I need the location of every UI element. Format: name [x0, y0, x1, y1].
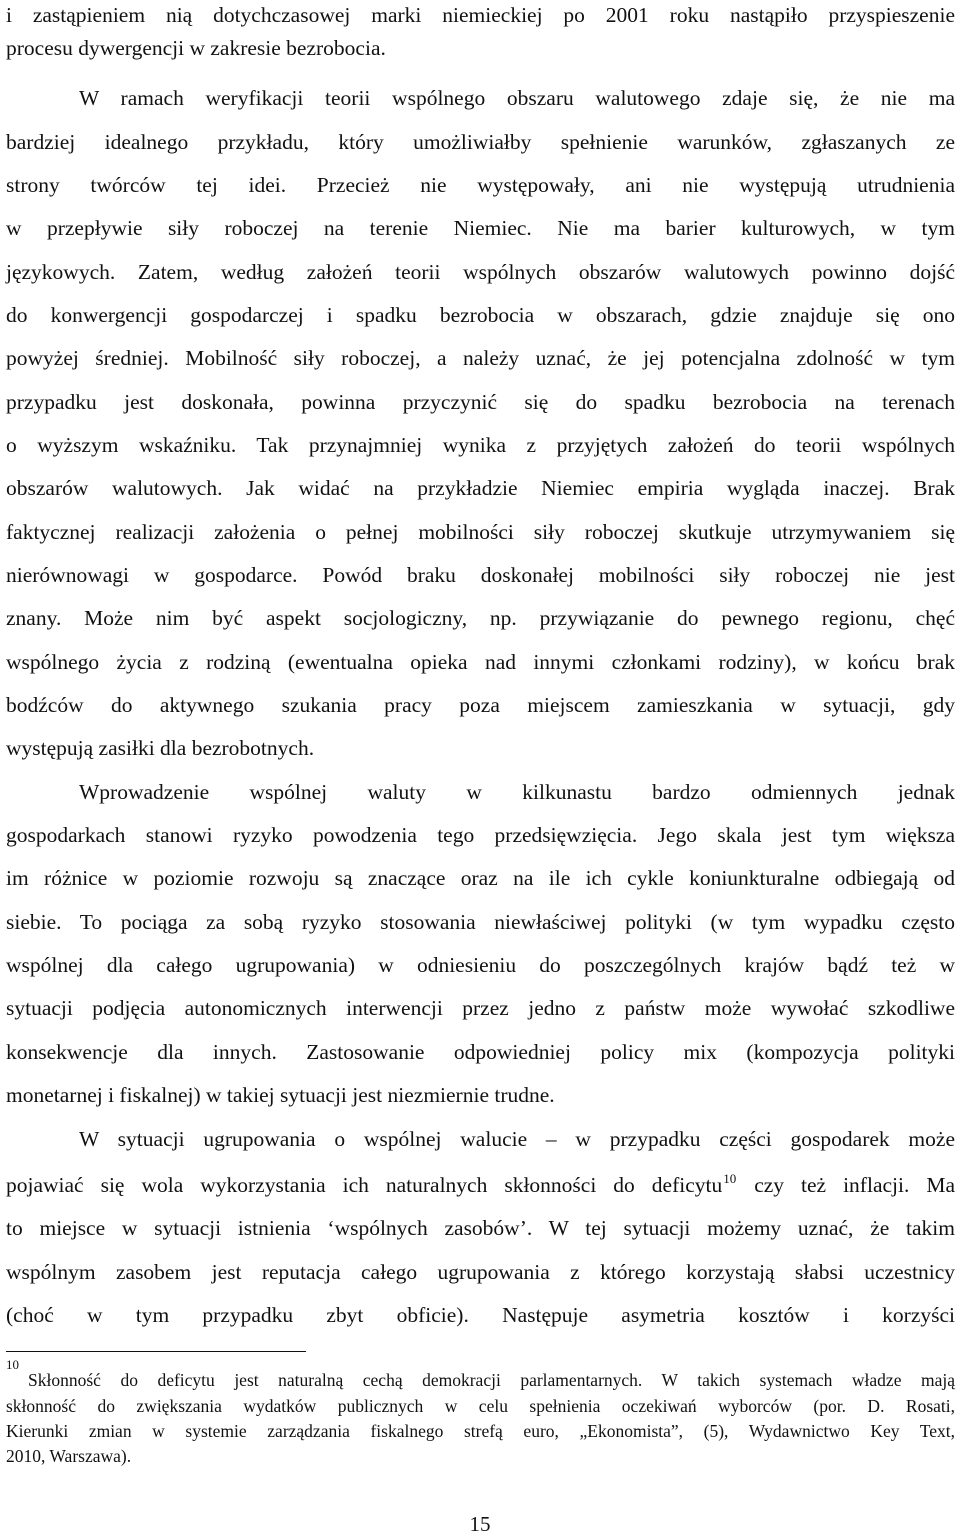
body-line: wspólnym zasobem jest reputacja całego ugrupowania z którego korzystają słabsi uczestnicy — [6, 1260, 955, 1284]
body-line: powyżej średniej. Mobilność siły roboczej, a należy uznać, że jej potencjalna zdolność w tym — [6, 346, 955, 370]
body-line: wspólnej dla całego ugrupowania) w odniesieniu do poszczególnych krajów bądź też w — [6, 953, 955, 977]
body-line: występują zasiłki dla bezrobotnych. — [6, 736, 315, 760]
body-line: nierównowagi w gospodarce. Powód braku doskonałej mobilności siły roboczej nie jest — [6, 563, 955, 587]
body-line: bodźców do aktywnego szukania pracy poza miejscem zamieszkania w sytuacji, gdy — [6, 693, 955, 717]
footnote-line: skłonność do zwiększania wydatków publicznych w celu spełnienia oczekiwań wyborców (por. D. Rosati, — [6, 1396, 955, 1416]
body-line: wspólnego życia z rodziną (ewentualna opieka nad innymi członkami rodziny), w końcu brak — [6, 650, 955, 674]
body-text: pojawiać się wola wykorzystania ich naturalnych skłonności do deficytu — [6, 1173, 723, 1197]
footnote-ref-link[interactable]: 10 — [723, 1171, 737, 1186]
body-line: i zastąpieniem nią dotychczasowej marki niemieckiej po 2001 roku nastąpiło przyspieszenie — [6, 3, 955, 27]
body-line: faktycznej realizacji założenia o pełnej mobilności siły roboczej skutkuje utrzymywaniem się — [6, 520, 955, 544]
page-number: 15 — [469, 1512, 491, 1536]
body-line: znany. Może nim być aspekt socjologiczny, np. przywiązanie do pewnego regionu, chęć — [6, 606, 955, 630]
footnote-line: Kierunki zmian w systemie zarządzania fiskalnego strefą euro, „Ekonomista”, (5), Wydawnictwo Key Text, — [6, 1421, 955, 1441]
footnote-line: Skłonność do deficytu jest naturalną cechą demokracji parlamentarnych. W takich systemach władze mają — [28, 1370, 955, 1390]
paragraph-first-line: Wprowadzenie wspólnej waluty w kilkunastu bardzo odmiennych jednak — [79, 780, 955, 804]
footnote-separator — [6, 1351, 306, 1352]
body-line: do konwergencji gospodarczej i spadku bezrobocia w obszarach, gdzie znajduje się ono — [6, 303, 955, 327]
body-line: monetarnej i fiskalnej) w takiej sytuacji jest niezmiernie trudne. — [6, 1083, 555, 1107]
body-line: to miejsce w sytuacji istnienia ‘wspólnych zasobów’. W tej sytuacji możemy uznać, że takim — [6, 1216, 955, 1240]
body-line: obszarów walutowych. Jak widać na przykładzie Niemiec empiria wygląda inaczej. Brak — [6, 476, 955, 500]
body-line: procesu dywergencji w zakresie bezrobocia. — [6, 36, 386, 60]
body-text: czy też inflacji. Ma — [754, 1173, 955, 1197]
body-line: językowych. Zatem, według założeń teorii wspólnych obszarów walutowych powinno dojść — [6, 260, 955, 284]
body-line: przypadku jest doskonała, powinna przyczynić się do spadku bezrobocia na terenach — [6, 390, 955, 414]
body-line: bardziej idealnego przykładu, który umożliwiałby spełnienie warunków, zgłaszanych ze — [6, 130, 955, 154]
body-line-with-footnote-ref — [6, 1170, 955, 1200]
body-line: sytuacji podjęcia autonomicznych interwencji przez jedno z państw może wywołać szkodliwe — [6, 996, 955, 1020]
body-line: siebie. To pociąga za sobą ryzyko stosowania niewłaściwej polityki (w tym wypadku często — [6, 910, 955, 934]
footnote-line: 2010, Warszawa). — [6, 1446, 132, 1466]
footnote-number: 10 — [6, 1357, 19, 1372]
body-line: w przepływie siły roboczej na terenie Niemiec. Nie ma barier kulturowych, w tym — [6, 216, 955, 240]
body-line: gospodarkach stanowi ryzyko powodzenia tego przedsięwzięcia. Jego skala jest tym większa — [6, 823, 955, 847]
body-line: o wyższym wskaźniku. Tak przynajmniej wynika z przyjętych założeń do teorii wspólnych — [6, 433, 955, 457]
body-line: (choć w tym przypadku zbyt obficie). Następuje asymetria kosztów i korzyści — [6, 1303, 955, 1327]
paragraph-first-line: W ramach weryfikacji teorii wspólnego obszaru walutowego zdaje się, że nie ma — [79, 86, 955, 110]
body-line: im różnice w poziomie rozwoju są znaczące oraz na ile ich cykle koniunkturalne odbiegają od — [6, 866, 955, 890]
body-line: strony twórców tej idei. Przecież nie występowały, ani nie występują utrudnienia — [6, 173, 955, 197]
paragraph-first-line: W sytuacji ugrupowania o wspólnej walucie – w przypadku części gospodarek może — [79, 1127, 955, 1151]
body-line: konsekwencje dla innych. Zastosowanie odpowiedniej policy mix (kompozycja polityki — [6, 1040, 955, 1064]
